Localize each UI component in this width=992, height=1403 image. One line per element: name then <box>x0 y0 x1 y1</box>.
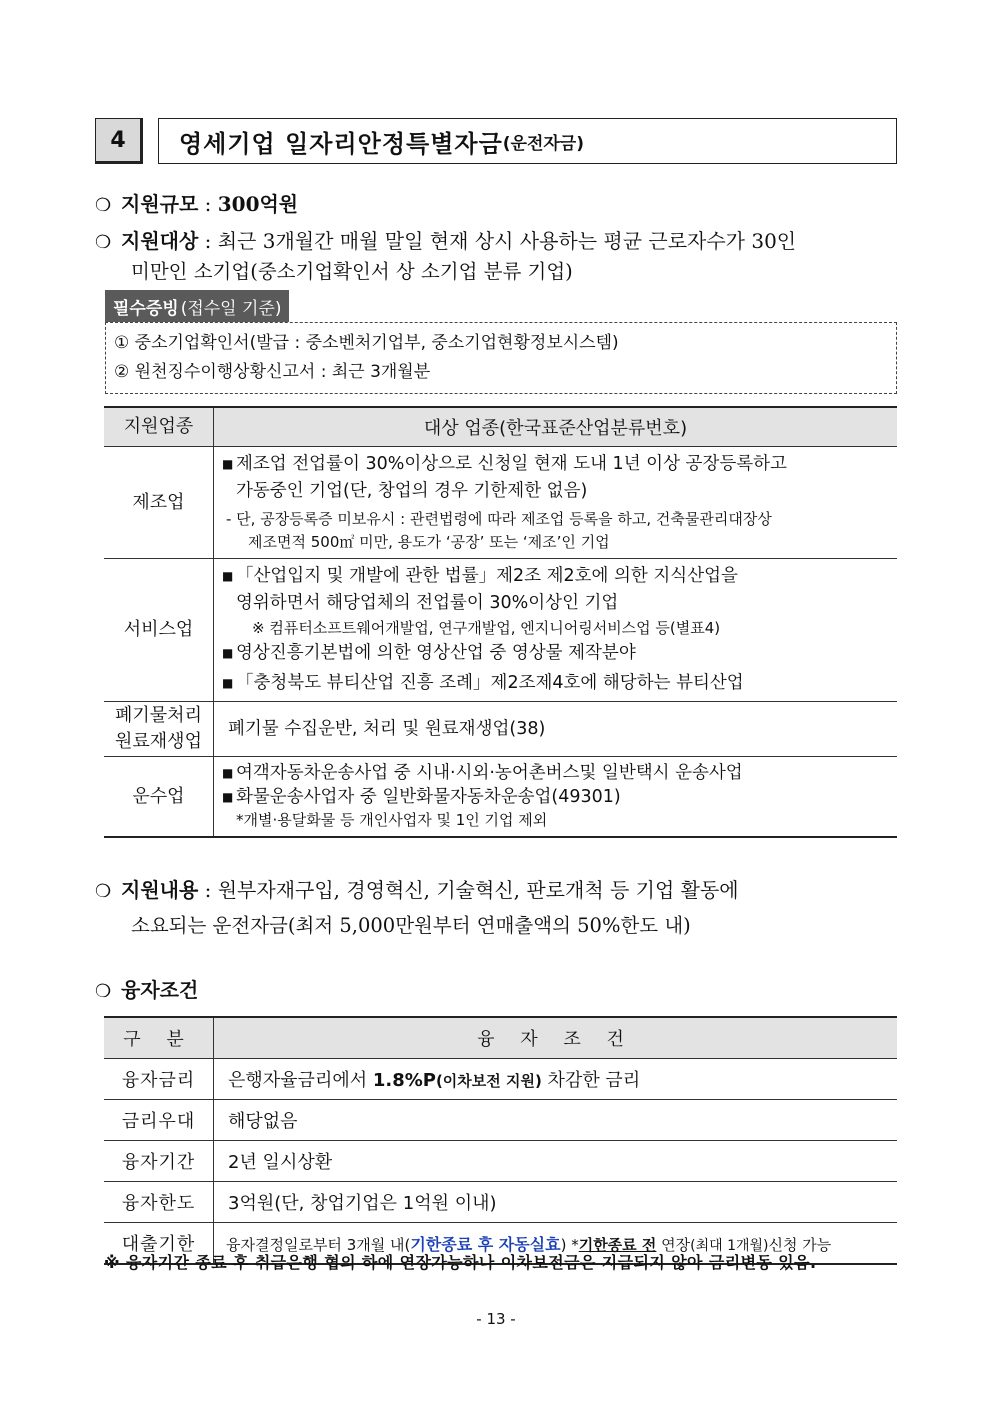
footnote: ※ 융자기간 종료 후 취급은행 협의 하에 연장가능하나 이차보전금은 지급되지 않아 금리변동 있음. <box>104 1253 817 1272</box>
list-item: ■ 영상진흥기본법에 의한 영상산업 중 영상물 제작분야 <box>222 640 893 667</box>
industry-name: 폐기물처리 원료재생업 <box>104 702 214 757</box>
support-target-text1: : 최근 3개월간 매월 말일 현재 상시 사용하는 평균 근로자수가 30인 <box>198 229 797 253</box>
square-bullet-icon: ■ <box>222 676 234 690</box>
table-row: 융자금리 은행자율금리에서 1.8%P(이차보전 지원) 차감한 금리 <box>104 1059 897 1100</box>
section-header <box>95 118 897 164</box>
square-bullet-icon: ■ <box>222 790 234 804</box>
required-docs-label <box>105 290 289 322</box>
section-title-box <box>158 118 897 164</box>
support-scale-value: 300억원 <box>217 192 299 216</box>
square-bullet-icon: ■ <box>222 766 234 780</box>
page-number: - 13 - <box>476 1310 516 1328</box>
support-scale-label: 지원규모 <box>121 192 199 216</box>
table-row: 금리우대 해당없음 <box>104 1100 897 1141</box>
circle-bullet-icon: ❍ <box>95 232 112 253</box>
support-content-text1: : 원부자재구입, 경영혁신, 기술혁신, 판로개척 등 기업 활동에 <box>198 878 739 902</box>
support-target-label: 지원대상 <box>121 229 199 253</box>
square-bullet-icon: ■ <box>222 569 234 583</box>
required-doc-item: ② 원천징수이행상황신고서 : 최근 3개월분 <box>114 362 431 382</box>
loan-table <box>104 1016 897 1265</box>
circle-bullet-icon: ❍ <box>95 195 112 216</box>
header-target: 대상 업종(한국표준산업분류번호) <box>214 407 898 447</box>
list-item: ■ 화물운송사업자 중 일반화물자동차운송업(49301) <box>222 787 621 807</box>
list-item: ■ 여객자동차운송사업 중 시내·시외·농어촌버스및 일반택시 운송사업 <box>222 763 743 783</box>
required-docs-label-bold: 필수증빙 <box>113 298 179 319</box>
section-title: 영세기업 일자리안정특별자금 <box>179 129 503 158</box>
required-docs-box <box>105 322 897 394</box>
square-bullet-icon: ■ <box>222 646 234 660</box>
support-content <box>95 874 897 908</box>
support-scale <box>95 188 298 222</box>
section-subtitle: (운전자금) <box>502 133 584 154</box>
table-row <box>104 702 897 757</box>
list-item: ■ 「산업입지 및 개발에 관한 법률」제2조 제2호에 의한 지식산업을 <box>222 563 893 590</box>
required-doc-item: ① 중소기업확인서(발급 : 중소벤처기업부, 중소기업현황정보시스템) <box>114 333 619 353</box>
required-docs-label-rest: (접수일 기준) <box>180 298 282 319</box>
support-content-text2: 소요되는 운전자금(최저 5,000만원부터 연매출액의 50%한도 내) <box>131 914 691 937</box>
industry-name: 운수업 <box>104 757 214 838</box>
list-item: ■ 「충청북도 뷰티산업 진흥 조례」제2조제4호에 해당하는 뷰티산업 <box>222 670 893 697</box>
table-header-row: 구 분 융 자 조 건 <box>104 1017 897 1059</box>
support-scale-sep: : <box>198 192 218 216</box>
waste-desc: 폐기물 수집운반, 처리 및 원료재생업(38) <box>214 702 898 757</box>
support-target <box>95 225 897 259</box>
industry-table <box>104 406 897 838</box>
table-row: 서비스업 ■ 「산업입지 및 개발에 관한 법률」제2조 제2호에 의한 지식산업을 영위하면서 해당업체의 전업률이 30%이상인 기업 ※ 컴퓨터소프트웨어개발업, 연구개발업, 엔지니어링서비스업 등(별표4) ■ 영상진흥기본법에 의한 영상산업 중 영상물 제작분야 ■ 「충청북도 뷰티산업 진흥 조례」제2조제4호에 해당하는 뷰티산업 <box>104 559 897 702</box>
section-number: 4 <box>95 118 143 164</box>
table-row: 제조업 ■ 제조업 전업률이 30%이상으로 신청일 현재 도내 1년 이상 공장등록하고 가동중인 기업(단, 창업의 경우 기한제한 없음) - 단, 공장등록증 미보유시 : 관련법령에 따라 제조업 등록을 하고, 건축물관리대장상 제조면적 500㎡ 미만, 용도가 ‘공장’ 또는 ‘제조’인 기업 <box>104 447 897 559</box>
table-row: 운수업 ■ 여객자동차운송사업 중 시내·시외·농어촌버스및 일반택시 운송사업 ■ 화물운송사업자 중 일반화물자동차운송업(49301) *개별·용달화물 등 개인사업자 및 1인 기업 제외 <box>104 757 897 838</box>
loan-conditions-heading: ❍ 융자조건 <box>95 974 198 1008</box>
header-industry: 지원업종 <box>104 407 214 447</box>
table-row: 융자한도 3억원(단, 창업기업은 1억원 이내) <box>104 1182 897 1223</box>
square-bullet-icon: ■ <box>222 457 234 471</box>
support-target-text2: 미만인 소기업(중소기업확인서 상 소기업 분류 기업) <box>131 260 573 283</box>
table-header-row <box>104 407 897 447</box>
industry-name: 제조업 <box>104 447 214 559</box>
circle-bullet-icon: ❍ <box>95 881 112 902</box>
circle-bullet-icon: ❍ <box>95 981 112 1002</box>
industry-name: 서비스업 <box>104 559 214 702</box>
support-content-label: 지원내용 <box>121 878 199 902</box>
table-row: 융자기간 2년 일시상환 <box>104 1141 897 1182</box>
table-row: 대출기한 융자결정일로부터 3개월 내(기한종료 후 자동실효) *기한종료 전 연장(최대 1개월)신청 가능 <box>104 1223 897 1265</box>
list-item: ■ 제조업 전업률이 30%이상으로 신청일 현재 도내 1년 이상 공장등록하고 <box>222 451 893 478</box>
manufacturing-note: - 단, 공장등록증 미보유시 : 관련법령에 따라 제조업 등록을 하고, 건축물관리대장상 <box>226 510 772 528</box>
